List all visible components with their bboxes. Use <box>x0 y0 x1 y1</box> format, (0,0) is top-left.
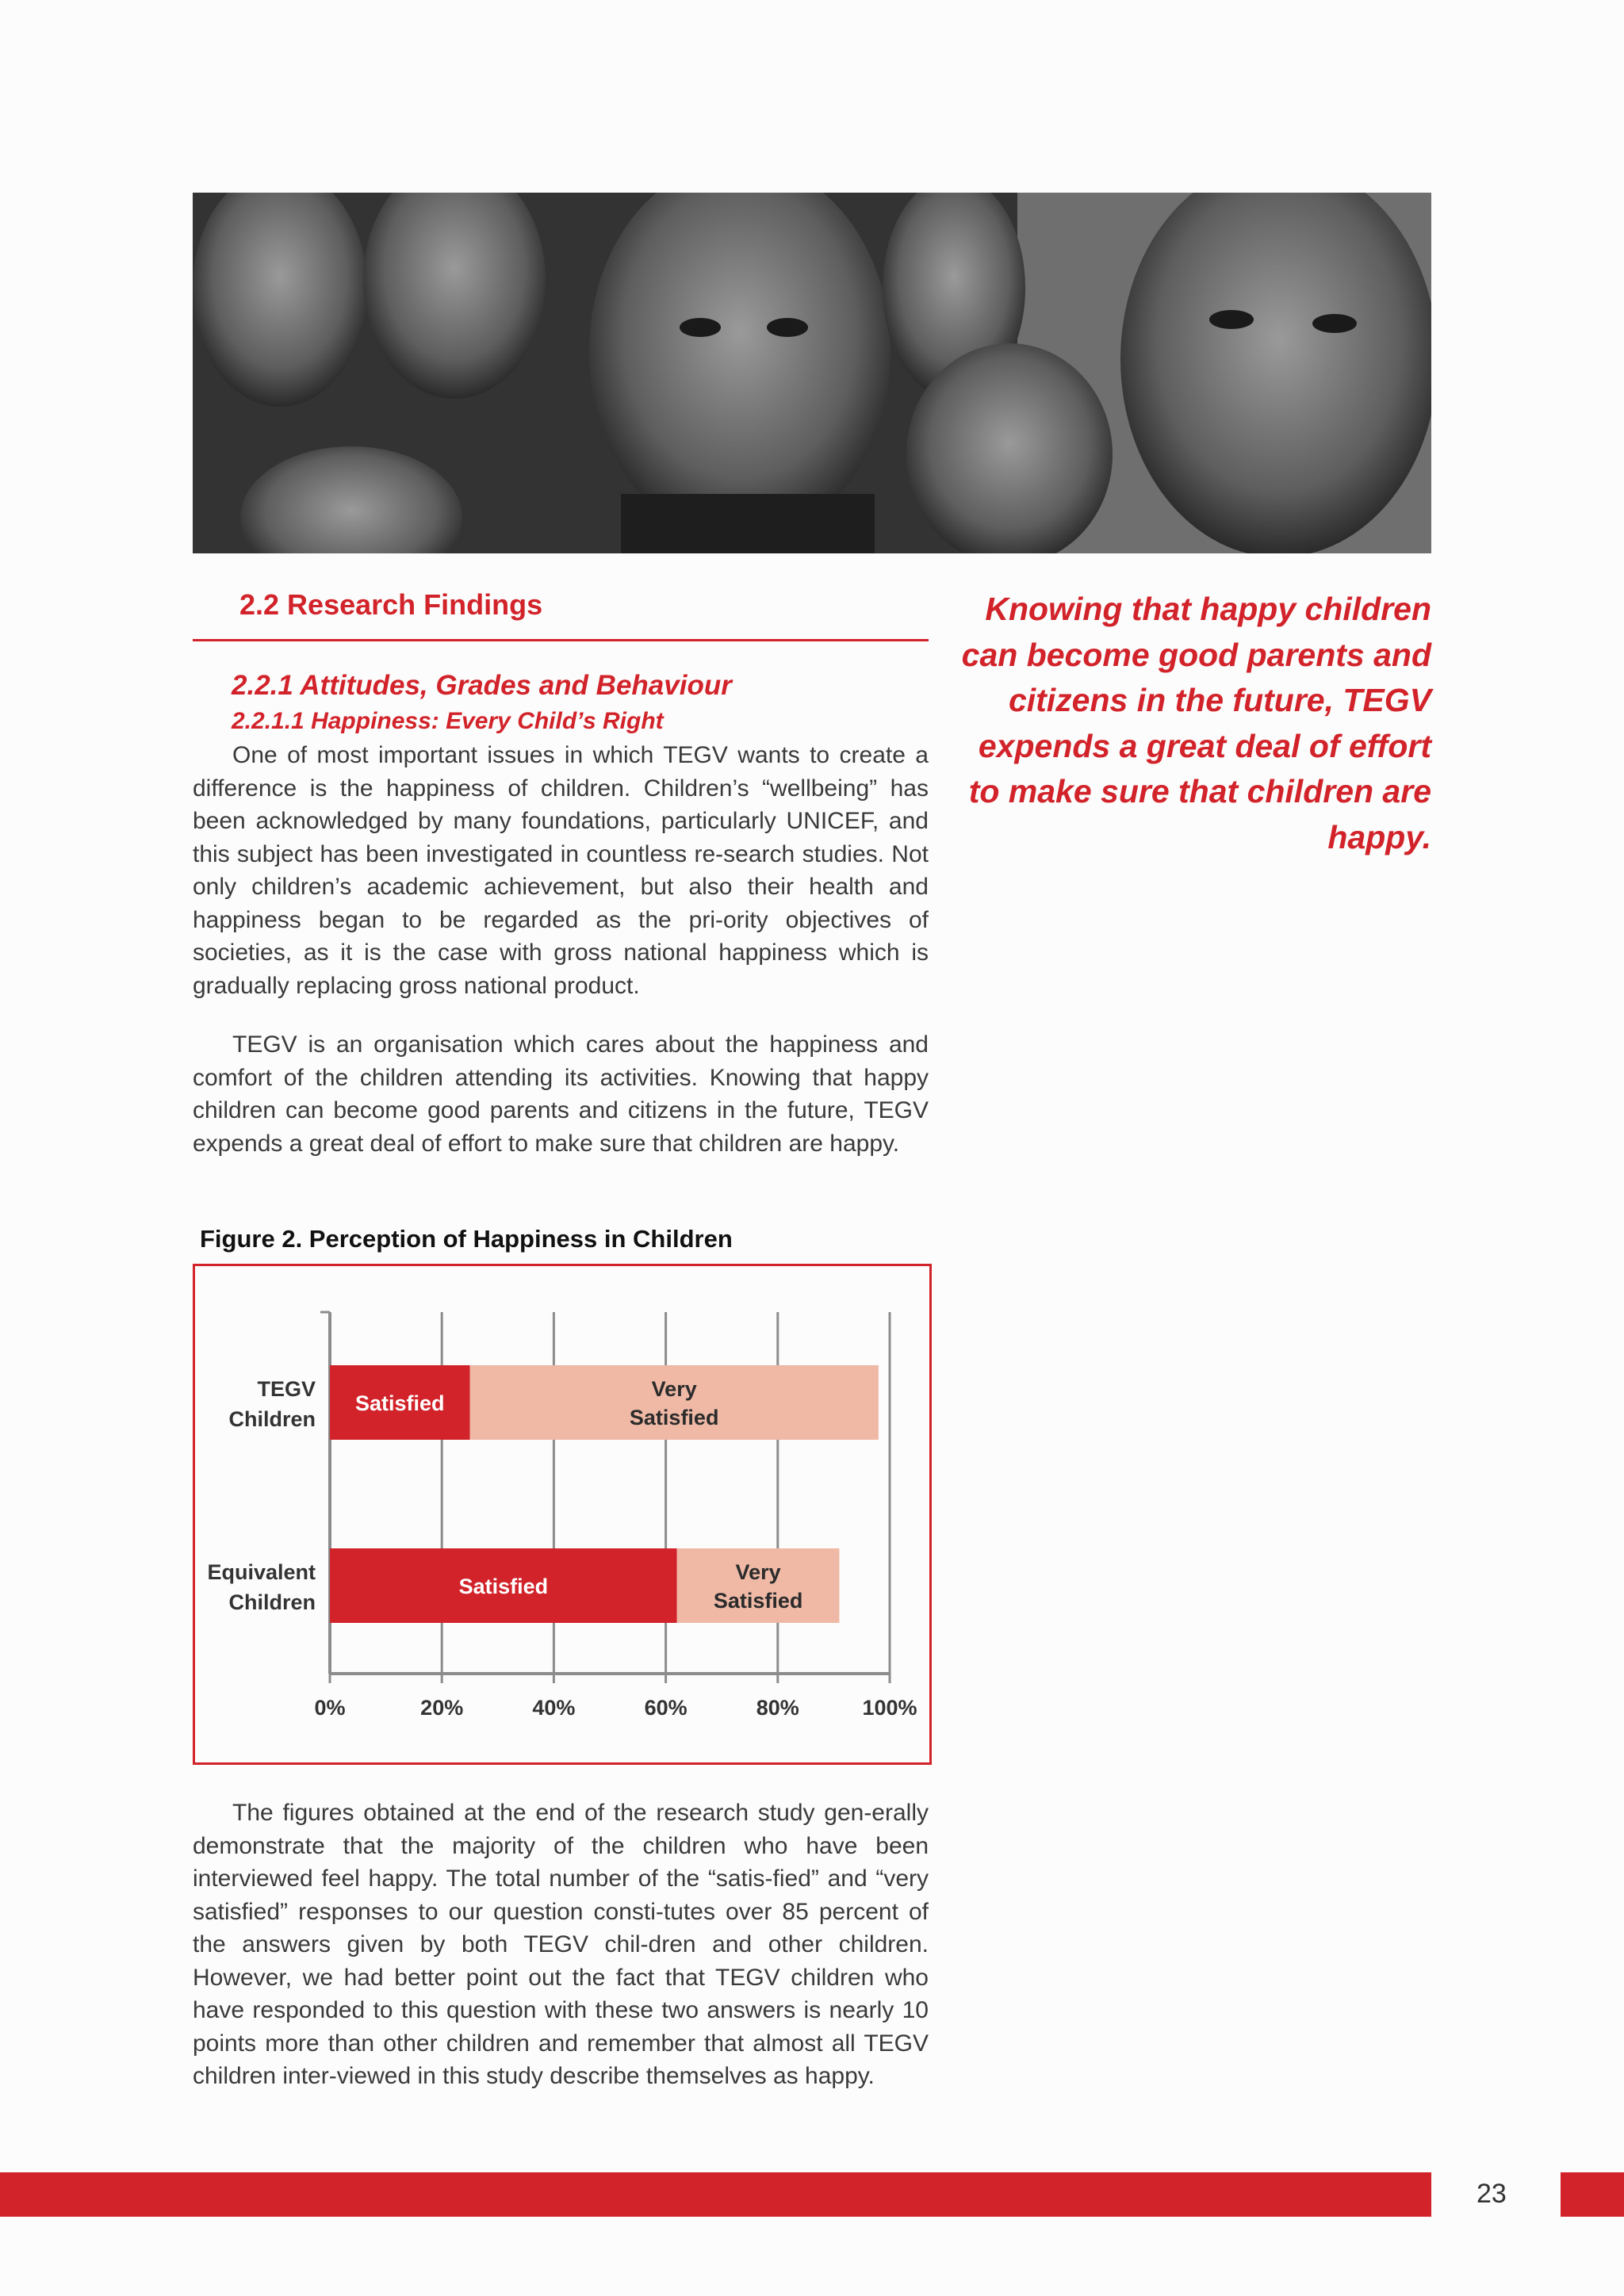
bar-data-label: Very <box>735 1560 781 1584</box>
footer-bar <box>0 2172 1431 2217</box>
subsubsection-title: 2.2.1.1 Happiness: Every Child’s Right <box>232 708 664 734</box>
x-tick-label: 80% <box>756 1696 799 1720</box>
figure-caption: Figure 2. Perception of Happiness in Children <box>200 1225 733 1253</box>
footer-tab <box>1561 2172 1624 2217</box>
header-photo <box>193 193 1431 553</box>
bar-data-label: Satisfied <box>713 1589 803 1613</box>
body-paragraph-1: One of most important issues in which TEGV wants to create a difference is the happiness of children. Children’s “wellbeing” has been acknowledged by many foundations, particularly UNICEF, and this subject has been investigated in countless re-search studies. Not only children’s academic achievement, but also their health and happiness began to be regarded as the pri-ority objectives of societies, as it is the case with gross national happiness which is gradually replacing gross national product. <box>193 742 929 999</box>
y-category-label: Children <box>228 1407 316 1431</box>
y-category-label: Children <box>228 1590 316 1614</box>
x-tick-label: 40% <box>532 1696 576 1720</box>
page-number: 23 <box>1477 2179 1507 2209</box>
subsection-title: 2.2.1 Attitudes, Grades and Behaviour <box>232 670 732 701</box>
section-title: 2.2 Research Findings <box>239 588 543 621</box>
children-photo-illustration <box>193 193 1431 553</box>
y-category-label: Equivalent <box>207 1560 316 1584</box>
body-paragraph-3: The figures obtained at the end of the research study gen-erally demonstrate that the majority of the children who have been interviewed feel happy. The total number of the “satis-fied” and “very satisfied” responses to our question consti-tutes over 85 percent of the answers given by both TEGV chil-dren and other children. However, we had better point out the fact that TEGV children who have responded to this question with these two answers is nearly 10 points more than other children and remember that almost all TEGV children inter-viewed in this study describe themselves as happy. <box>193 1800 929 2089</box>
bar-data-label: Satisfied <box>629 1406 719 1429</box>
bar-data-label: Satisfied <box>354 1391 445 1415</box>
body-paragraph-2: TEGV is an organisation which cares about the happiness and comfort of the children attending its activities. Knowing that happy children can become good parents and citizens in the future, TEGV expends a great deal of effort to make sure that children are happy. <box>193 1031 929 1157</box>
x-tick-label: 60% <box>644 1696 688 1720</box>
figure-frame <box>193 1264 932 1765</box>
x-tick-label: 20% <box>420 1696 464 1720</box>
bar-data-label: Satisfied <box>458 1575 549 1598</box>
y-category-label: TEGV <box>257 1377 316 1401</box>
pull-quote: Knowing that happy children can become good parents and citizens in the future, TEGV expends a great deal of effort to make sure that children are happy. <box>961 591 1431 855</box>
x-tick-label: 100% <box>862 1696 917 1720</box>
section-divider <box>193 639 929 641</box>
happiness-bar-chart <box>195 1266 929 1762</box>
x-tick-label: 0% <box>314 1696 346 1720</box>
bar-data-label: Very <box>651 1377 697 1401</box>
